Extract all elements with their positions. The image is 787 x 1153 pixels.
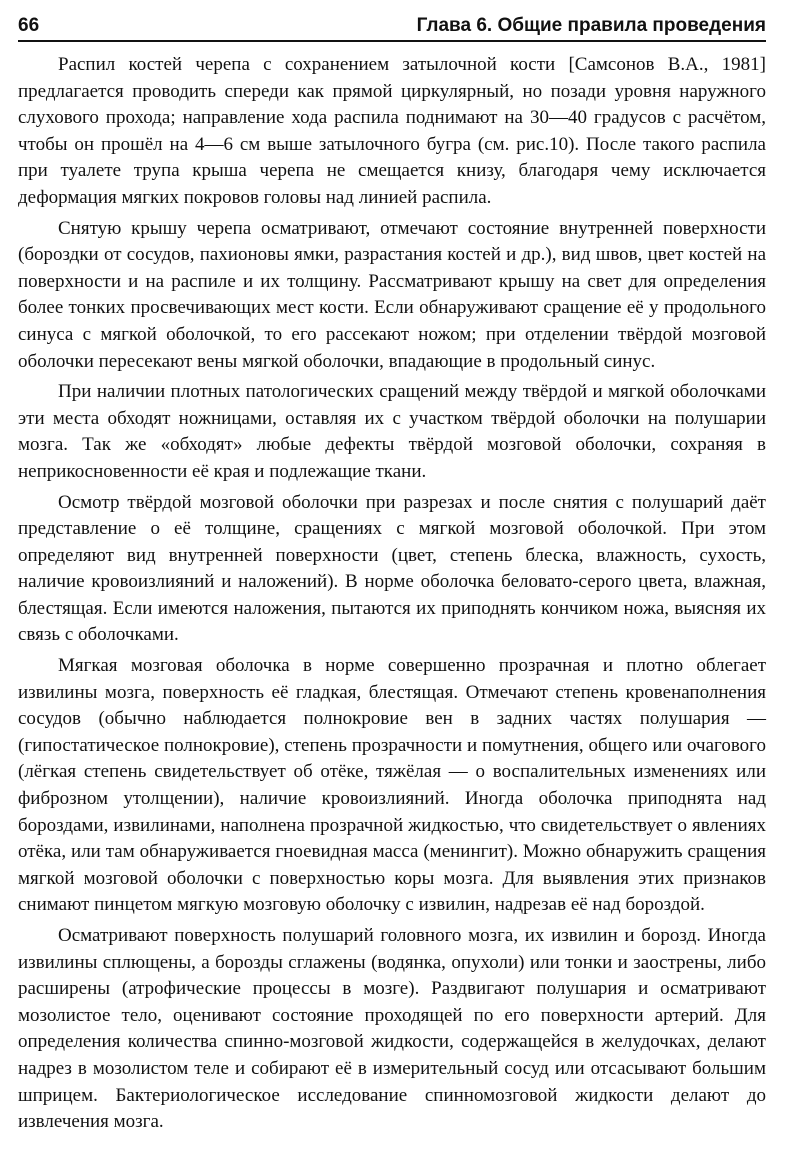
page-number: 66 — [18, 15, 40, 36]
paragraph-pia-mater: Мягкая мозговая оболочка в норме совершенно прозрачная и плотно облегает извилины мозга, поверхность её гладкая, блестящая. Отмечают степень кровенаполнения сосудов (обычно наблюдается полнокровие вен в задних частях полушария — (гипостатическое полнокровие), степень прозрачности и помутнения, общего или очагового (лёгкая степень свидетельствует об отёке, тяжёлая — о воспалительных изменениях или фиброзном утолщении), наличие кровоизлияний. Иногда оболочка приподнята над бороздами, извилинами, наполнена прозрачной жидкостью, что свидетельствует о явлениях отёка, или там обнаруживается гноевидная масса (менингит). Можно обнаружить сращения мягкой мозговой оболочки с поверхностью коры мозга. Для выявления этих признаков снимают пинцетом мягкую мозговую оболочку с извилин, надрезав её над бороздой. — [18, 655, 766, 916]
body-text — [18, 52, 766, 1140]
book-page — [18, 0, 766, 1153]
paragraph-skull-cap-exam: Снятую крышу черепа осматривают, отмечают состояние внутренней поверхности (бороздки от сосудов, пахионовы ямки, разрастания костей и др.), вид швов, цвет костей на поверхности и на распиле и их толщину. Рассматривают крышу на свет для определения более тонких просвечивающих мест кости. Если обнаруживают сращение её у продольного синуса с мягкой оболочкой, то его рассекают ножом; при отделении твёрдой мозговой оболочки пересекают вены мягкой оболочки, впадающие в продольный синус. — [18, 217, 766, 372]
paragraph-adhesions: При наличии плотных патологических сращений между твёрдой и мягкой оболочками эти места обходят ножницами, оставляя их с участком твёрдой оболочки на полушарии мозга. Так же «обходят» любые дефекты твёрдой мозговой оболочки, сохраняя в неприкосновенности её края и подлежащие ткани. — [18, 381, 766, 482]
paragraph-hemispheres: Осматривают поверхность полушарий головного мозга, их извилин и борозд. Иногда извилины сплющены, а борозды сглажены (водянка, опухоли) или тонки и заострены, либо расширены (атрофические процессы в мозге). Раздвигают полушария и осматривают мозолистое тело, оценивают состояние проходящей по его поверхности артерий. Для определения количества спинно-мозговой жидкости, содержащейся в желудочках, делают надрез в мозолистом теле и собирают её в измерительный сосуд или отсасывают большим шприцем. Бактериологическое исследование спинномозговой жидкости делают до извлечения мозга. — [18, 925, 766, 1133]
paragraph-dura-mater: Осмотр твёрдой мозговой оболочки при разрезах и после снятия с полушарий даёт представление о её толщине, сращениях с мягкой мозговой оболочкой. При этом определяют вид внутренней поверхности (цвет, степень блеска, влажность, сухость, наличие кровоизлияний и наложений). В норме оболочка беловато-серого цвета, влажная, блестящая. Если имеются наложения, пытаются их приподнять кончиком ножа, выясняя их связь с оболочками. — [18, 491, 766, 646]
running-header — [18, 12, 766, 42]
paragraph-skull-saw-cut: Распил костей черепа с сохранением затылочной кости [Самсонов В.А., 1981] предлагается проводить спереди как прямой циркулярный, но позади уровня наружного слухового прохода; направление хода распила поднимают на 30—40 градусов с расчётом, чтобы он прошёл на 4—6 см выше затылочного бугра (см. рис.10). После такого распила при туалете трупа крыша черепа не смещается книзу, благодаря чему исключается деформация мягких покровов головы над линией распила. — [18, 54, 766, 208]
chapter-title: Глава 6. Общие правила проведения — [416, 15, 766, 36]
